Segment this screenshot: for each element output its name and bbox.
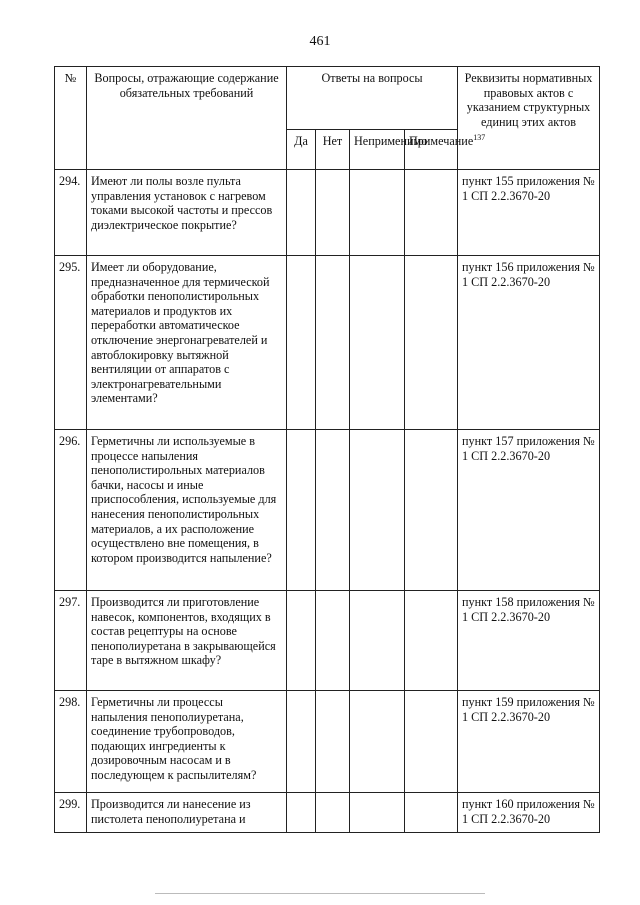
answer-note-cell[interactable] <box>405 430 458 591</box>
row-question: Имеет ли оборудование, предназначенное для термической обработки пенополистирольных материалов и продуктов их переработки автоматическое отключение энергонагревателей и автоблокировку вытяжной вентиляции от аппаратов с электронагревательными элементами? <box>87 256 287 430</box>
answer-not-applicable-cell[interactable] <box>350 591 405 691</box>
answer-no-cell[interactable] <box>316 691 350 793</box>
row-number: 298. <box>55 691 87 793</box>
row-number: 297. <box>55 591 87 691</box>
answer-note-cell[interactable] <box>405 691 458 793</box>
table-row <box>55 793 600 833</box>
header-answers: Ответы на вопросы <box>287 67 458 130</box>
scan-edge-line <box>155 893 485 894</box>
answer-no-cell[interactable] <box>316 793 350 833</box>
row-question: Герметичны ли используемые в процессе напыления пенополистирольных материалов бачки, насосы и иные приспособления, используемые для нанесения пенополистирольных материалов, а их расположение осуществлено вне помещения, в котором производится напыление? <box>87 430 287 591</box>
answer-note-cell[interactable] <box>405 256 458 430</box>
header-note <box>405 130 486 170</box>
row-requisites: пункт 157 приложения № 1 СП 2.2.3670-20 <box>458 430 600 591</box>
answer-not-applicable-cell[interactable] <box>350 793 405 833</box>
requirements-table <box>54 66 600 833</box>
answer-not-applicable-cell[interactable] <box>350 170 405 256</box>
row-question: Производится ли приготовление навесок, компонентов, входящих в состав рецептуры на основе пенополиуретана в закрывающейся таре в вытяжном шкафу? <box>87 591 287 691</box>
row-requisites: пункт 155 приложения № 1 СП 2.2.3670-20 <box>458 170 600 256</box>
header-no: Нет <box>316 130 350 170</box>
answer-yes-cell[interactable] <box>287 256 316 430</box>
row-requisites: пункт 158 приложения № 1 СП 2.2.3670-20 <box>458 591 600 691</box>
answer-no-cell[interactable] <box>316 591 350 691</box>
answer-note-cell[interactable] <box>405 591 458 691</box>
row-requisites: пункт 159 приложения № 1 СП 2.2.3670-20 <box>458 691 600 793</box>
row-number: 295. <box>55 256 87 430</box>
row-question: Герметичны ли процессы напыления пенополиуретана, соединение трубопроводов, подающих ингредиенты к дозировочным насосам и в последующем к распылителям? <box>87 691 287 793</box>
answer-no-cell[interactable] <box>316 170 350 256</box>
answer-note-cell[interactable] <box>405 793 458 833</box>
row-requisites: пункт 160 приложения № 1 СП 2.2.3670-20 <box>458 793 600 833</box>
header-yes: Да <box>287 130 316 170</box>
table-row <box>55 430 600 591</box>
row-question: Производится ли нанесение из пистолета пенополиуретана и <box>87 793 287 833</box>
header-note-label: Примечание <box>409 134 474 148</box>
row-number: 299. <box>55 793 87 833</box>
row-number: 296. <box>55 430 87 591</box>
answer-yes-cell[interactable] <box>287 793 316 833</box>
answer-note-cell[interactable] <box>405 170 458 256</box>
header-number: № <box>55 67 87 170</box>
table-row <box>55 256 600 430</box>
table-row <box>55 170 600 256</box>
answer-not-applicable-cell[interactable] <box>350 256 405 430</box>
answer-not-applicable-cell[interactable] <box>350 691 405 793</box>
row-number: 294. <box>55 170 87 256</box>
page-number: 461 <box>309 34 331 49</box>
answer-no-cell[interactable] <box>316 430 350 591</box>
header-question: Вопросы, отражающие содержание обязательных требований <box>87 67 287 170</box>
table-row <box>55 691 600 793</box>
answer-yes-cell[interactable] <box>287 430 316 591</box>
header-requisites: Реквизиты нормативных правовых актов с указанием структурных единиц этих актов <box>458 67 600 170</box>
answer-no-cell[interactable] <box>316 256 350 430</box>
answer-not-applicable-cell[interactable] <box>350 430 405 591</box>
table-row <box>55 591 600 691</box>
header-note-footnote: 137 <box>473 132 486 142</box>
row-question: Имеют ли полы возле пульта управления установок с нагревом токами высокой частоты и прессов диэлектрическое покрытие? <box>87 170 287 256</box>
answer-yes-cell[interactable] <box>287 591 316 691</box>
row-requisites: пункт 156 приложения № 1 СП 2.2.3670-20 <box>458 256 600 430</box>
header-not-applicable: Неприменимо <box>350 130 405 170</box>
answer-yes-cell[interactable] <box>287 170 316 256</box>
answer-yes-cell[interactable] <box>287 691 316 793</box>
